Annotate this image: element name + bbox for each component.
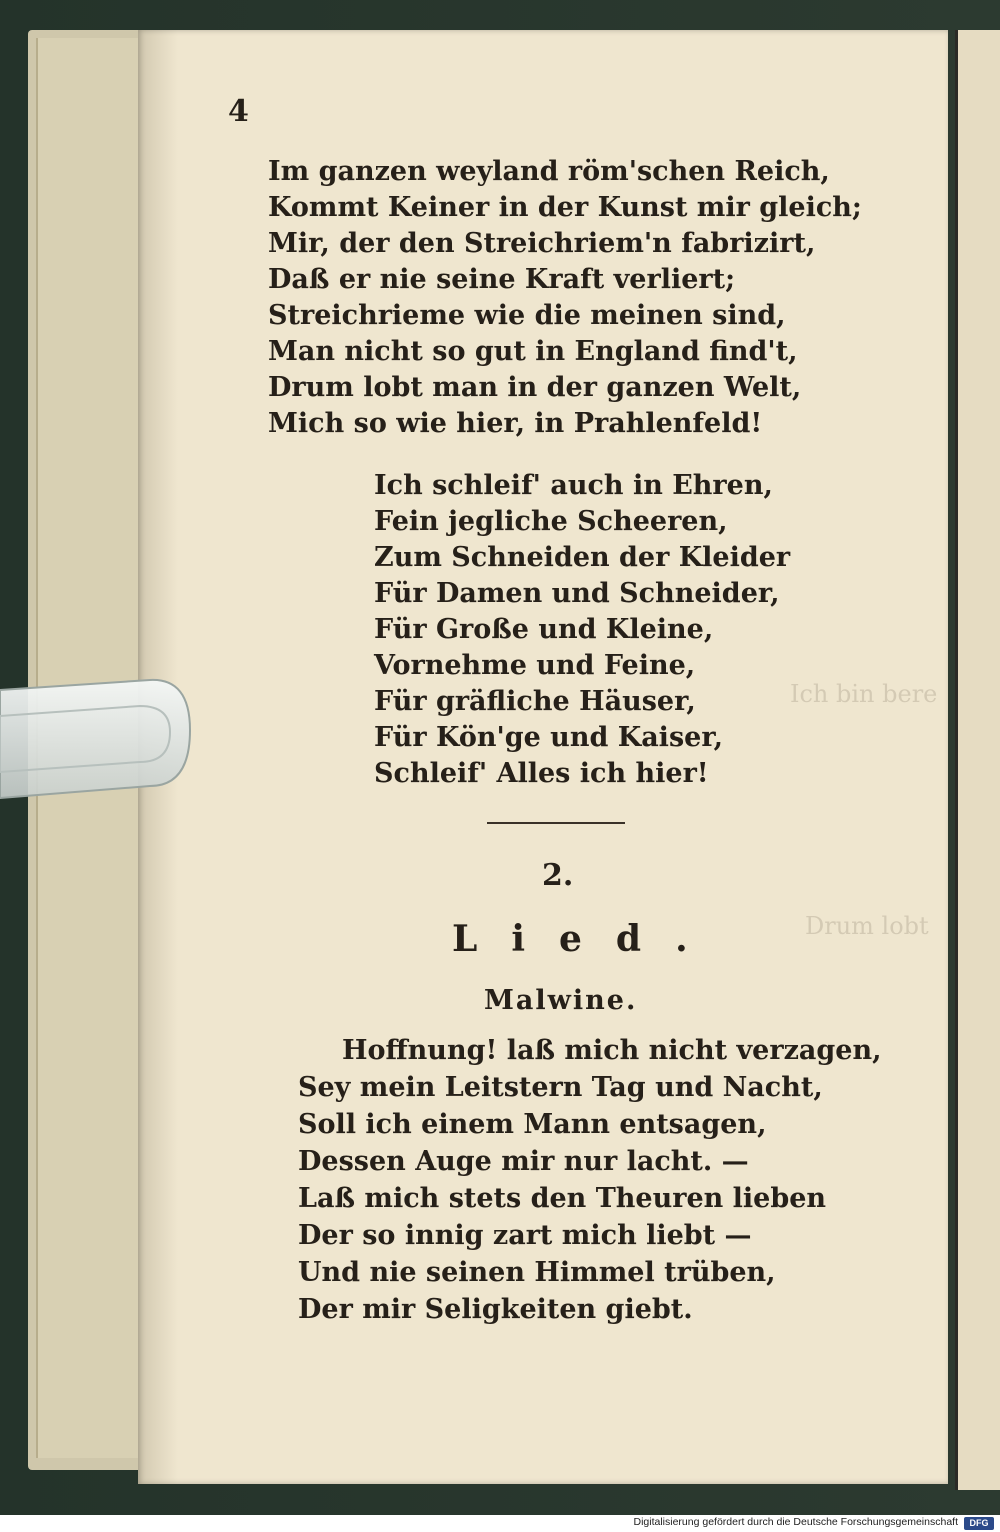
verse-line: Sey mein Leitstern Tag und Nacht,: [298, 1072, 823, 1103]
verse-line: Laß mich stets den Theuren lieben: [298, 1183, 827, 1214]
poem-stanza-1: [268, 154, 862, 442]
verse-line: Soll ich einem Mann entsagen,: [298, 1109, 767, 1140]
verse-line: Hoffnung! laß mich nicht verzagen,: [342, 1035, 882, 1066]
footer-credit: Digitalisierung gefördert durch die Deutsche Forschungsgemeinschaft: [633, 1516, 958, 1528]
verse-line: Mir, der den Streichriem'n fabrizirt,: [268, 228, 816, 259]
verse-line: Der so innig zart mich liebt —: [298, 1220, 752, 1251]
verse-line: Daß er nie seine Kraft verliert;: [268, 264, 736, 295]
verse-line: Für Damen und Schneider,: [374, 578, 780, 609]
verse-line: Der mir Seligkeiten giebt.: [298, 1294, 693, 1325]
verse-line: Dessen Auge mir nur lacht. —: [298, 1146, 749, 1177]
verse-line: Im ganzen weyland röm'schen Reich,: [268, 156, 830, 187]
section-subtitle: Malwine.: [484, 985, 638, 1016]
verse-line: Und nie seinen Himmel trüben,: [298, 1257, 776, 1288]
page-number: 4: [228, 94, 249, 129]
next-page-edge: [955, 30, 1000, 1490]
verse-line: Drum lobt man in der ganzen Welt,: [268, 372, 802, 403]
section-divider: [487, 822, 625, 824]
verse-line: Man nicht so gut in England find't,: [268, 336, 798, 367]
verse-line: Mich so wie hier, in Prahlenfeld!: [268, 408, 763, 439]
verse-line: Kommt Keiner in der Kunst mir gleich;: [268, 192, 862, 223]
dfg-logo: DFG: [964, 1517, 994, 1530]
page-clip-image: [0, 676, 192, 800]
poem-stanza-2: [374, 468, 790, 792]
verse-line: Für Große und Kleine,: [374, 614, 714, 645]
verse-line: Zum Schneiden der Kleider: [374, 542, 791, 573]
bleed-through-text: Ich bin bere: [790, 680, 938, 708]
verse-line: Schleif' Alles ich hier!: [374, 758, 709, 789]
poem-stanza-3: [298, 1032, 882, 1328]
verse-line: Ich schleif' auch in Ehren,: [374, 470, 773, 501]
section-title: Lied.: [452, 918, 722, 960]
bleed-through-text: Drum lobt: [805, 912, 929, 940]
verse-line: Fein jegliche Scheeren,: [374, 506, 728, 537]
section-number: 2.: [542, 858, 574, 893]
verse-line: Für gräfliche Häuser,: [374, 686, 696, 717]
verse-line: Vornehme und Feine,: [374, 650, 696, 681]
verse-line: Für Kön'ge und Kaiser,: [374, 722, 723, 753]
verse-line: Streichrieme wie die meinen sind,: [268, 300, 786, 331]
